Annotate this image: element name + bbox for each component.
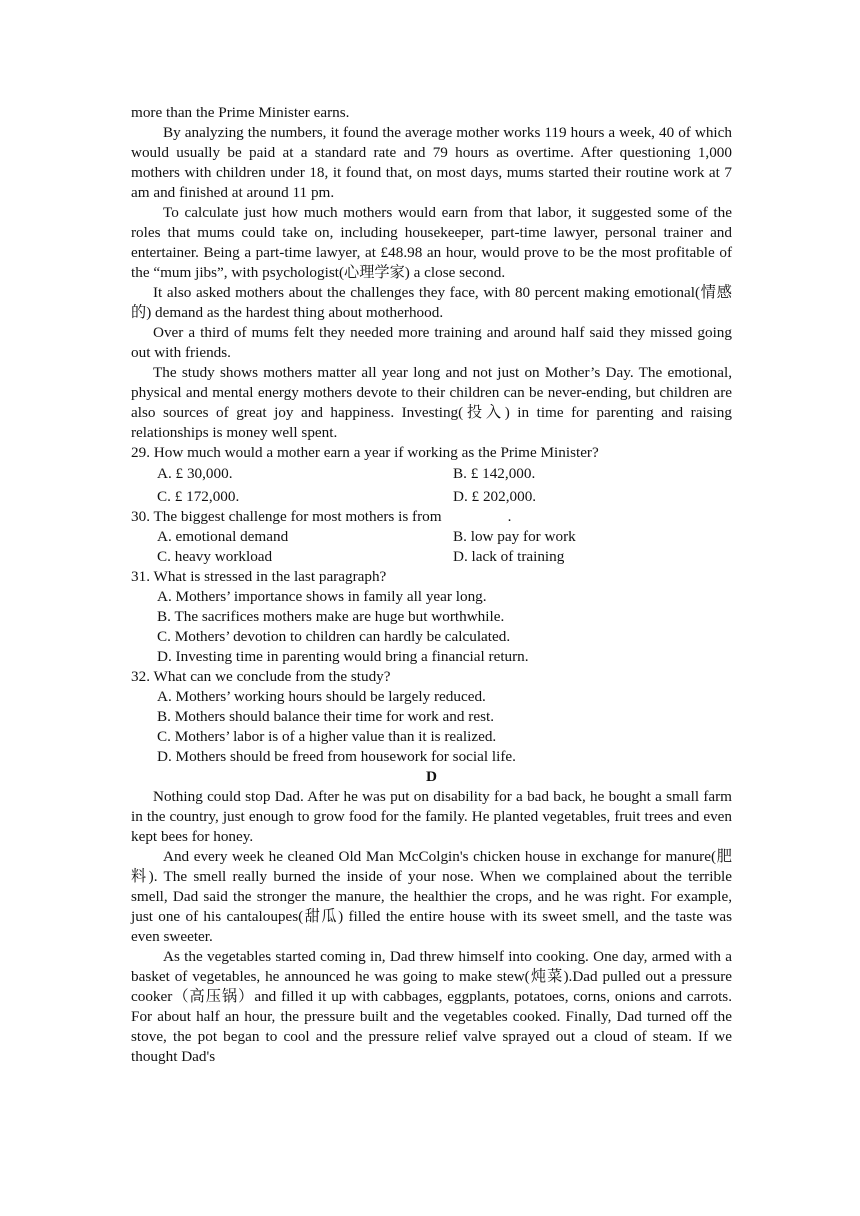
option-d: D. Investing time in parenting would bring a financial return. xyxy=(157,648,529,665)
options-list xyxy=(131,687,732,767)
option-c: C. Mothers’ devotion to children can hardly be calculated. xyxy=(157,628,511,645)
passage-c-paragraph: Over a third of mums felt they needed more training and around half said they missed going out with friends. xyxy=(131,324,732,361)
question-30 xyxy=(131,507,732,567)
passage-c-paragraph: To calculate just how much mothers would earn from that labor, it suggested some of the roles that mums could take on, including housekeeper, part-time lawyer, personal trainer and entertainer. Being a part-time lawyer, at £48.98 an hour, would prove to be the most profitable of the “mum jibs”, with psychologist(心理学家) a close second. xyxy=(131,204,732,281)
option-b: B. low pay for work xyxy=(453,528,576,545)
question-stem xyxy=(131,507,732,527)
text-column xyxy=(131,103,732,1067)
option-a: A. Mothers’ importance shows in family all year long. xyxy=(157,588,487,605)
option-d: D. Mothers should be freed from housework for social life. xyxy=(157,748,516,765)
option-b: B. The sacrifices mothers make are huge but worthwhile. xyxy=(157,608,505,625)
question-stem-end: . xyxy=(507,508,512,525)
question-stem-text: 30. The biggest challenge for most mothers is from xyxy=(131,508,442,525)
question-32 xyxy=(131,667,732,767)
options-grid xyxy=(131,527,732,567)
option-d: D. lack of training xyxy=(453,548,565,565)
option-d: D. £ 202,000. xyxy=(453,488,537,505)
question-stem: 31. What is stressed in the last paragraph? xyxy=(131,568,387,585)
options-list xyxy=(131,587,732,667)
option-a: A. £ 30,000. xyxy=(157,465,233,482)
passage-d-paragraph: And every week he cleaned Old Man McColgin's chicken house in exchange for manure(肥料). The smell really burned the inside of your nose. When we complained about the terrible smell, Dad said the stronger the manure, the healthier the crops, and he was right. For example, just one of his cantaloupes(甜瓜) filled the entire house with its sweet smell, and the taste was even sweeter. xyxy=(131,848,732,945)
option-b: B. £ 142,000. xyxy=(453,465,536,482)
passage-c-paragraph: It also asked mothers about the challenges they face, with 80 percent making emotional(情感的) demand as the hardest thing about motherhood. xyxy=(131,284,732,321)
question-29 xyxy=(131,443,732,507)
option-c: C. heavy workload xyxy=(157,548,273,565)
passage-d-paragraph: Nothing could stop Dad. After he was put on disability for a bad back, he bought a small farm in the country, just enough to grow food for the family. He planted vegetables, fruit trees and even kept bees for honey. xyxy=(131,788,732,845)
option-a: A. Mothers’ working hours should be largely reduced. xyxy=(157,688,486,705)
option-a: A. emotional demand xyxy=(157,528,289,545)
options-grid xyxy=(131,464,732,507)
option-c: C. £ 172,000. xyxy=(157,488,240,505)
passage-c-paragraph: By analyzing the numbers, it found the average mother works 119 hours a week, 40 of which would usually be paid at a standard rate and 79 hours as overtime. After questioning 1,000 mothers with children under 18, it found that, on most days, mums started their routine work at 7 am and finished at around 11 pm. xyxy=(131,124,732,201)
question-stem: 32. What can we conclude from the study? xyxy=(131,668,391,685)
question-31 xyxy=(131,567,732,667)
passage-d-paragraph: As the vegetables started coming in, Dad threw himself into cooking. One day, armed with a basket of vegetables, he announced he was going to make stew(炖菜).Dad pulled out a pressure cooker（高压锅）and filled it up with cabbages, eggplants, potatoes, corns, onions and carrots. For about half an hour, the pressure built and the vegetables cooked. Finally, Dad turned off the stove, the pot began to cool and the pressure relief valve sprayed out a cloud of steam. If we thought Dad's xyxy=(131,948,732,1065)
section-heading: D xyxy=(426,768,437,785)
option-c: C. Mothers’ labor is of a higher value than it is realized. xyxy=(157,728,497,745)
passage-c-paragraph: The study shows mothers matter all year long and not just on Mother’s Day. The emotional, physical and mental energy mothers devote to their children can be never-ending, but children are also sources of great joy and happiness. Investing(投入) in time for parenting and raising relationships is money well spent. xyxy=(131,364,732,441)
question-stem: 29. How much would a mother earn a year if working as the Prime Minister? xyxy=(131,444,599,461)
passage-c-paragraph: more than the Prime Minister earns. xyxy=(131,104,350,121)
option-b: B. Mothers should balance their time for work and rest. xyxy=(157,708,494,725)
